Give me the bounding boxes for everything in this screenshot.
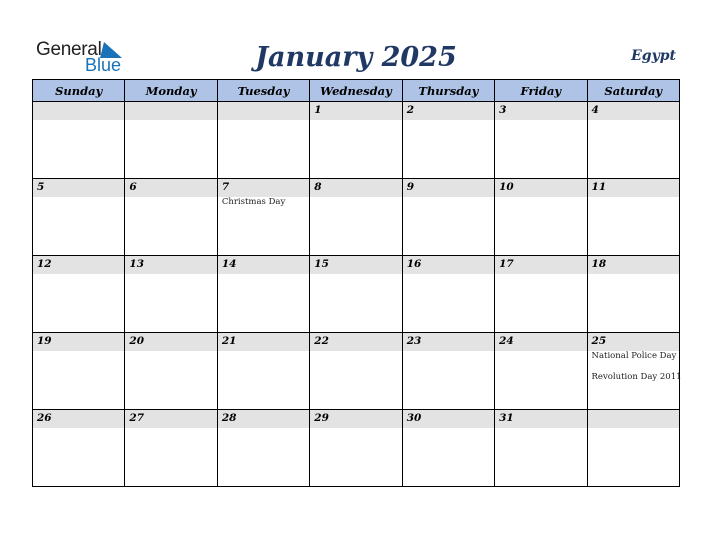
day-cell[interactable] [587,179,679,256]
day-cell[interactable] [402,410,494,487]
day-cell[interactable] [310,333,402,410]
weekday-header: Monday [125,80,217,102]
day-number: 17 [499,258,514,270]
day-number: 7 [221,181,230,193]
day-cell[interactable] [33,333,125,410]
holiday-list [222,197,307,218]
day-cell[interactable] [217,333,309,410]
country-label: Egypt [631,48,676,64]
day-cell[interactable] [402,256,494,333]
day-number: 21 [221,335,237,347]
day-cell[interactable] [310,410,402,487]
day-number-band [310,102,401,120]
day-cell[interactable] [495,333,587,410]
day-number: 31 [499,412,514,424]
day-cell[interactable] [33,102,125,179]
day-number: 4 [591,104,599,116]
weekday-header: Sunday [33,80,125,102]
day-cell[interactable] [125,256,217,333]
day-number: 16 [406,258,422,270]
day-number: 18 [591,258,607,270]
day-cell[interactable] [33,256,125,333]
weekday-header: Tuesday [217,80,309,102]
day-number: 23 [406,335,422,347]
day-number: 25 [591,335,607,347]
holiday-label: Christmas Day [221,197,286,207]
day-cell[interactable] [217,179,309,256]
holiday-label: National Police Day [591,351,677,361]
day-number-band [588,410,679,428]
day-number: 5 [37,181,45,193]
day-number: 29 [314,412,329,424]
day-number: 28 [221,412,237,424]
day-number: 14 [221,258,237,270]
day-number: 8 [314,181,322,193]
day-cell[interactable] [310,256,402,333]
weekday-header: Thursday [402,80,494,102]
day-cell[interactable] [587,410,679,487]
day-cell[interactable] [125,333,217,410]
day-cell[interactable] [587,333,682,410]
week-row [33,333,680,410]
day-number: 6 [129,181,137,193]
week-row [33,256,680,333]
day-cell[interactable] [402,179,494,256]
day-cell[interactable] [33,410,125,487]
day-number: 1 [314,104,322,116]
day-cell[interactable] [217,410,309,487]
weekday-header: Friday [495,80,587,102]
day-number-band [33,102,124,120]
day-number-band [495,102,586,120]
day-number: 22 [314,335,329,347]
day-number-band [310,179,401,197]
day-number: 19 [37,335,52,347]
day-cell[interactable] [587,256,679,333]
weekday-header: Wednesday [310,80,402,102]
day-number-band [588,102,679,120]
day-number: 20 [129,335,145,347]
day-number: 15 [314,258,329,270]
day-cell[interactable] [125,179,217,256]
holiday-label: Revolution Day 2011 [591,372,682,382]
day-number: 9 [406,181,414,193]
day-cell[interactable] [217,256,309,333]
day-cell[interactable] [402,333,494,410]
weekday-header: Saturday [587,80,679,102]
day-number: 27 [129,412,145,424]
day-cell[interactable] [495,410,587,487]
day-cell[interactable] [33,179,125,256]
day-number-band [403,179,494,197]
day-number-band [218,179,309,197]
day-number-band [218,102,309,120]
day-number: 3 [499,104,507,116]
calendar-title: January 2025 [255,42,457,73]
day-cell[interactable] [310,102,402,179]
day-number: 26 [37,412,52,424]
day-number: 12 [37,258,52,270]
day-cell[interactable] [495,179,587,256]
logo-text-general: General [36,39,102,60]
day-number: 24 [499,335,514,347]
week-row [33,410,680,487]
day-number: 2 [406,104,414,116]
day-number-band [125,179,216,197]
day-cell[interactable] [125,102,217,179]
day-cell[interactable] [310,179,402,256]
week-row [33,179,680,256]
holiday-list [591,351,682,393]
day-cell[interactable] [495,102,587,179]
weekday-header-row [33,80,680,102]
day-number-band [33,179,124,197]
day-cell[interactable] [587,102,679,179]
day-cell[interactable] [217,102,309,179]
day-number-band [403,102,494,120]
day-number-band [125,102,216,120]
day-cell[interactable] [495,256,587,333]
logo-text-blue: Blue [85,55,122,75]
calendar-grid [32,79,680,487]
day-number: 10 [499,181,514,193]
day-number: 13 [129,258,145,270]
day-number: 30 [406,412,422,424]
day-cell[interactable] [125,410,217,487]
day-cell[interactable] [402,102,494,179]
day-number: 11 [591,181,607,193]
week-row [33,102,680,179]
